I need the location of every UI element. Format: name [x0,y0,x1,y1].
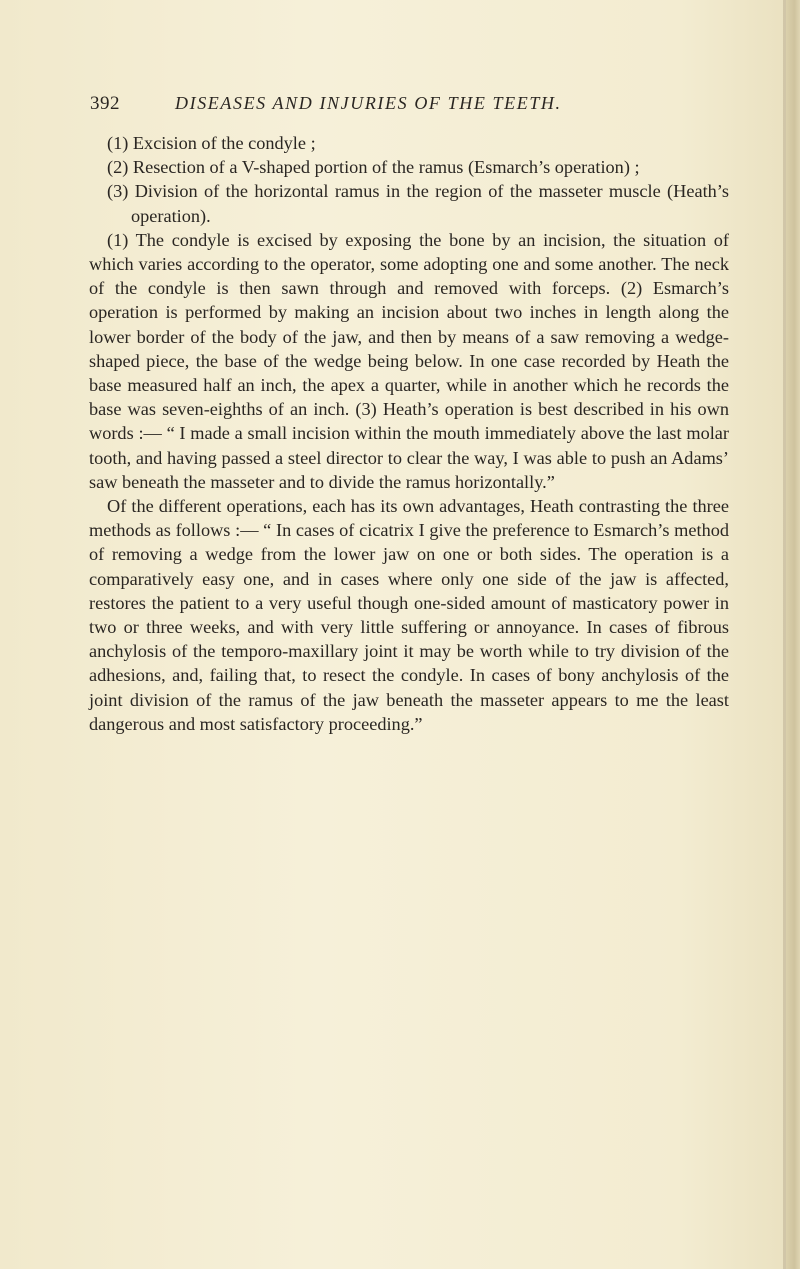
list-item: (3) Division of the horizontal ramus in the region of the masseter muscle (Heath’s operation). [107,181,729,226]
paragraph: (1) The condyle is excised by exposing the bone by an incision, the situation of which varies according to the operator, some adopting one and some another. The neck of the condyle is then sawn through and removed with forceps. (2) Esmarch’s operation is performed by making an incision about two inches in length along the lower border of the body of the jaw, and then by means of a saw removing a wedge-shaped piece, the base of the wedge being below. In one case recorded by Heath the base measured half an inch, the apex a quarter, while in another which he records the base was seven-eighths of an inch. (3) Heath’s operation is best described in his own words :— “ I made a small incision within the mouth immediately above the last molar tooth, and having passed a steel director to clear the way, I was able to push an Adams’ saw beneath the masseter and to divide the ramus horizontally.” [89,229,729,492]
page-edge [786,0,800,1269]
list-item: (2) Resection of a V-shaped portion of the ramus (Esmarch’s operation) ; [107,157,640,178]
page-number: 392 [90,93,120,114]
paragraph: Of the different operations, each has its own advantages, Heath contrasting the three methods as follows :— “ In cases of cicatrix I give the preference to Esmarch’s method of removing a wedge from the lower jaw on one or both sides. The operation is a comparatively easy one, and in cases where only one side of the jaw is affected, restores the patient to a very useful though one-sided amount of masticatory power in two or three weeks, and with very little suffering or annoyance. In cases of fibrous anchylosis of the temporo-maxillary joint it may be worth while to try division of the adhesions, and, failing that, to resect the condyle. In cases of bony anchylosis of the joint division of the ramus of the jaw beneath the masseter appears to me the least dangerous and most satisfactory proceeding.” [89,496,729,734]
list-item: (1) Excision of the condyle ; [107,133,316,153]
body-text [89,131,729,736]
page-header [0,93,800,123]
running-head: DISEASES AND INJURIES OF THE TEETH. [175,93,562,113]
